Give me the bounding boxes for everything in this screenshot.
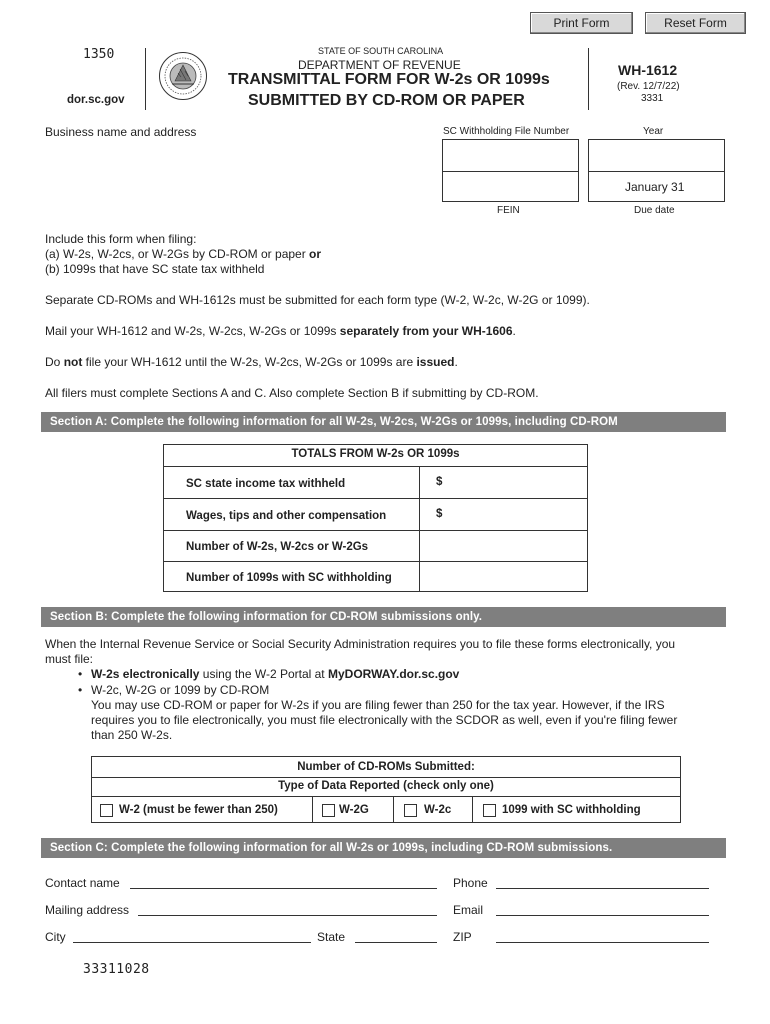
- table-divider: [472, 796, 473, 823]
- due-date-box: [588, 171, 725, 202]
- mail-separately-note: Mail your WH-1612 and W-2s, W-2cs, W-2Gs or 1099s separately from your WH-1606.: [45, 324, 516, 338]
- do-not-file-note: Do not file your WH-1612 until the W-2s, W-2cs, W-2Gs or 1099s are issued.: [45, 355, 458, 369]
- table-divider: [312, 796, 313, 823]
- contact-name-field[interactable]: [130, 888, 437, 889]
- city-label: City: [45, 930, 66, 944]
- section-b-header: Section B: Complete the following information for CD-ROM submissions only.: [41, 607, 726, 627]
- contact-name-label: Contact name: [45, 876, 120, 890]
- wages-label: Wages, tips and other compensation: [186, 510, 387, 522]
- include-line1: Include this form when filing:: [45, 232, 197, 246]
- tax-withheld-input[interactable]: [448, 468, 586, 496]
- w2-checkbox[interactable]: [100, 804, 113, 817]
- w2c-checkbox[interactable]: [404, 804, 417, 817]
- reset-form-button[interactable]: Reset Form: [645, 12, 746, 34]
- form-title-line1: TRANSMITTAL FORM FOR W-2s OR 1099s: [228, 71, 550, 88]
- table-divider: [163, 561, 588, 562]
- fein-label: FEIN: [497, 205, 520, 216]
- table-divider: [163, 530, 588, 531]
- wages-input[interactable]: [448, 500, 586, 528]
- w2g-checkbox[interactable]: [322, 804, 335, 817]
- state-seal-icon: [158, 51, 208, 101]
- phone-field[interactable]: [496, 888, 709, 889]
- totals-table-title: TOTALS FROM W-2s OR 1099s: [291, 448, 460, 460]
- 1099-count-input[interactable]: [421, 563, 586, 591]
- mailing-address-label: Mailing address: [45, 903, 130, 917]
- cdrom-detail-line2: requires you to file electronically, you must file electronically with the SCDOR as well, even if you're filing fewer: [91, 713, 678, 727]
- form-code: 1350: [83, 47, 115, 62]
- section-b-intro-line2: must file:: [45, 652, 94, 666]
- website: dor.sc.gov: [67, 94, 125, 106]
- bullet-icon: •: [78, 683, 83, 697]
- section-c-header: Section C: Complete the following information for all W-2s or 1099s, including CD-ROM submissions.: [41, 838, 726, 858]
- table-divider: [163, 466, 588, 467]
- wages-prefix: $: [436, 508, 443, 520]
- w2-count-input[interactable]: [421, 532, 586, 560]
- due-date-value: January 31: [625, 180, 685, 194]
- zip-field[interactable]: [496, 942, 709, 943]
- table-divider: [393, 796, 394, 823]
- 1099-option-label: 1099 with SC withholding: [502, 804, 641, 816]
- year-input[interactable]: [588, 139, 725, 172]
- withholding-file-label: SC Withholding File Number: [443, 126, 570, 137]
- form-title-line2: SUBMITTED BY CD-ROM OR PAPER: [248, 92, 525, 109]
- w2g-option-label: W-2G: [339, 804, 369, 816]
- zip-label: ZIP: [453, 930, 472, 944]
- print-form-button[interactable]: Print Form: [530, 12, 633, 34]
- year-label: Year: [643, 126, 664, 137]
- cd-count-label: Number of CD-ROMs Submitted:: [297, 761, 475, 773]
- state-name: STATE OF SOUTH CAROLINA: [318, 46, 444, 56]
- form-number: WH-1612: [618, 62, 678, 78]
- bullet-icon: •: [78, 667, 83, 681]
- section-b-intro-line1: When the Internal Revenue Service or Social Security Administration requires you to file these forms electronically, you: [45, 637, 676, 651]
- city-field[interactable]: [73, 942, 311, 943]
- revision-code: 3331: [641, 93, 664, 104]
- tax-withheld-label: SC state income tax withheld: [186, 478, 346, 490]
- state-field[interactable]: [355, 942, 437, 943]
- section-a-header: Section A: Complete the following information for all W-2s, W-2cs, W-2Gs or 1099s, including CD-ROM: [41, 412, 726, 432]
- all-filers-note: All filers must complete Sections A and C. Also complete Section B if submitting by CD-ROM.: [45, 386, 539, 400]
- w2c-option-label: W-2c: [424, 804, 452, 816]
- form-revision: (Rev. 12/7/22): [617, 81, 680, 92]
- email-field[interactable]: [496, 915, 709, 916]
- business-name-label: Business name and address: [45, 125, 197, 139]
- w2-option-label: W-2 (must be fewer than 250): [119, 804, 278, 816]
- bullet-w2-electronic: W-2s electronically using the W-2 Portal at MyDORWAY.dor.sc.gov: [91, 667, 460, 681]
- w2-count-label: Number of W-2s, W-2cs or W-2Gs: [186, 541, 369, 553]
- due-date-label: Due date: [634, 205, 675, 216]
- withholding-file-input[interactable]: [442, 139, 579, 172]
- table-divider: [91, 777, 681, 778]
- header-divider-left: [145, 48, 146, 110]
- 1099-checkbox[interactable]: [483, 804, 496, 817]
- table-divider: [419, 466, 420, 592]
- table-divider: [163, 498, 588, 499]
- table-divider: [91, 796, 681, 797]
- fein-input[interactable]: [442, 171, 579, 202]
- department-name: DEPARTMENT OF REVENUE: [298, 58, 461, 72]
- bullet-cdrom: W-2c, W-2G or 1099 by CD-ROM: [91, 683, 270, 697]
- tax-withheld-prefix: $: [436, 476, 443, 488]
- header-divider-right: [588, 48, 589, 110]
- 1099-count-label: Number of 1099s with SC withholding: [186, 572, 392, 584]
- cd-count-input[interactable]: [485, 759, 585, 775]
- separate-cd-note: Separate CD-ROMs and WH-1612s must be submitted for each form type (W-2, W-2c, W-2G or 1099).: [45, 293, 590, 307]
- cdrom-detail-line3: than 250 W-2s.: [91, 728, 173, 742]
- mailing-address-field[interactable]: [138, 915, 437, 916]
- include-line3: (b) 1099s that have SC state tax withheld: [45, 262, 265, 276]
- state-label: State: [317, 930, 346, 944]
- phone-label: Phone: [453, 876, 488, 890]
- data-type-label: Type of Data Reported (check only one): [278, 780, 494, 792]
- barcode-number: 33311028: [83, 962, 150, 977]
- cdrom-detail-line1: You may use CD-ROM or paper for W-2s if you are filing fewer than 250 for the tax year. However, if the IRS: [91, 698, 665, 712]
- include-line2: (a) W-2s, W-2cs, or W-2Gs by CD-ROM or paper or: [45, 247, 322, 261]
- email-label: Email: [453, 903, 484, 917]
